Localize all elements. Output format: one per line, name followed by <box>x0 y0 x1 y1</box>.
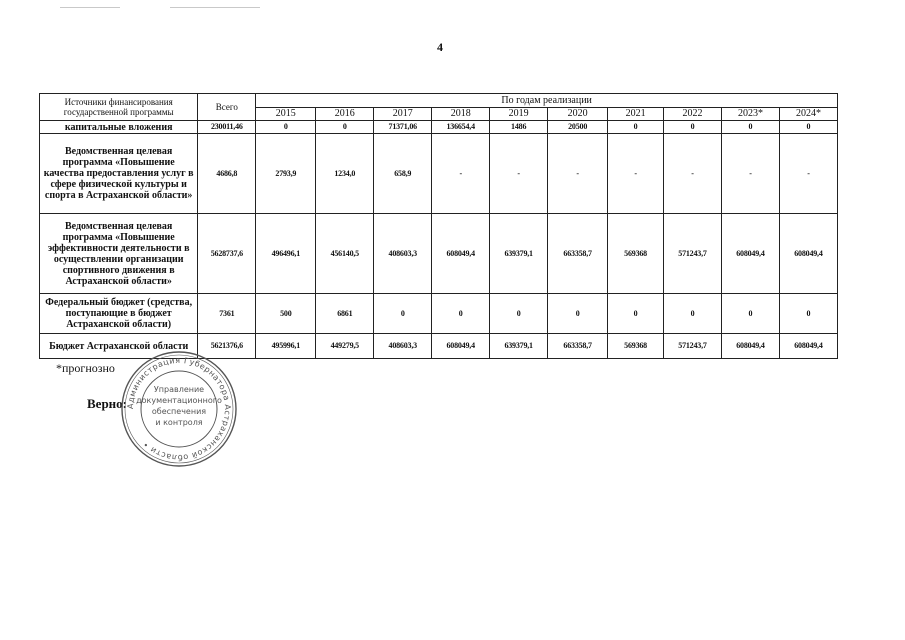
header-year: 2020 <box>548 108 608 121</box>
row-total: 4686,8 <box>198 134 256 214</box>
header-year: 2021 <box>608 108 664 121</box>
row-value: - <box>608 134 664 214</box>
row-value: 608049,4 <box>432 214 490 294</box>
row-source: капитальные вложения <box>40 121 198 134</box>
header-year: 2016 <box>316 108 374 121</box>
row-value: 608049,4 <box>432 334 490 359</box>
row-value: 0 <box>490 294 548 334</box>
row-total: 7361 <box>198 294 256 334</box>
row-value: 639379,1 <box>490 334 548 359</box>
row-value: 569368 <box>608 214 664 294</box>
svg-text:обеспечения: обеспечения <box>151 407 207 416</box>
row-total: 5621376,6 <box>198 334 256 359</box>
seal-center-text <box>136 385 222 427</box>
header-source: Источники финансирования государственной программы <box>40 94 198 121</box>
row-value: 0 <box>548 294 608 334</box>
row-value: - <box>664 134 722 214</box>
footnote: *прогнозно <box>56 361 115 375</box>
row-value: 0 <box>779 121 837 134</box>
row-value: 571243,7 <box>664 334 722 359</box>
row-value: 571243,7 <box>664 214 722 294</box>
row-value: 0 <box>721 294 779 334</box>
row-source: Федеральный бюджет (средства, поступающие в бюджет Астраханской области) <box>40 294 198 334</box>
financing-table <box>39 93 838 359</box>
row-value: 608049,4 <box>779 334 837 359</box>
scan-artifact-line <box>170 7 260 8</box>
header-year: 2017 <box>374 108 432 121</box>
row-value: - <box>779 134 837 214</box>
svg-text:и контроля: и контроля <box>155 418 203 427</box>
row-value: - <box>548 134 608 214</box>
row-value: 408603,3 <box>374 214 432 294</box>
row-value: 0 <box>316 121 374 134</box>
row-value: 6861 <box>316 294 374 334</box>
row-value: 608049,4 <box>721 334 779 359</box>
row-value: 0 <box>432 294 490 334</box>
table-row <box>40 214 838 294</box>
header-year: 2023* <box>721 108 779 121</box>
row-value: 608049,4 <box>779 214 837 294</box>
row-value: 639379,1 <box>490 214 548 294</box>
table-row <box>40 121 838 134</box>
table-row <box>40 134 838 214</box>
row-value: 0 <box>256 121 316 134</box>
row-value: 0 <box>374 294 432 334</box>
header-year: 2018 <box>432 108 490 121</box>
row-value: - <box>490 134 548 214</box>
row-value: 136654,4 <box>432 121 490 134</box>
header-year: 2024* <box>779 108 837 121</box>
svg-text:Управление: Управление <box>153 385 205 394</box>
header-total: Всего <box>198 94 256 121</box>
page-number: 4 <box>437 40 443 54</box>
row-value: 1486 <box>490 121 548 134</box>
row-value: - <box>432 134 490 214</box>
row-value: 0 <box>664 294 722 334</box>
row-value: 0 <box>608 121 664 134</box>
row-value: 496496,1 <box>256 214 316 294</box>
header-by-years: По годам реализации <box>256 94 838 108</box>
row-value: 663358,7 <box>548 214 608 294</box>
row-value: 658,9 <box>374 134 432 214</box>
row-total: 5628737,6 <box>198 214 256 294</box>
row-value: 0 <box>721 121 779 134</box>
row-value: 449279,5 <box>316 334 374 359</box>
scan-artifact-line <box>60 7 120 8</box>
row-value: 663358,7 <box>548 334 608 359</box>
row-value: 408603,3 <box>374 334 432 359</box>
row-value: 500 <box>256 294 316 334</box>
row-value: 0 <box>779 294 837 334</box>
header-year: 2022 <box>664 108 722 121</box>
verno-label: Верно: <box>87 396 127 411</box>
row-value: 2793,9 <box>256 134 316 214</box>
row-value: - <box>721 134 779 214</box>
row-value: 1234,0 <box>316 134 374 214</box>
header-year: 2015 <box>256 108 316 121</box>
row-total: 230011,46 <box>198 121 256 134</box>
row-value: 608049,4 <box>721 214 779 294</box>
header-year: 2019 <box>490 108 548 121</box>
official-seal-stamp <box>118 350 240 468</box>
row-value: 0 <box>608 294 664 334</box>
row-source: Ведомственная целевая программа «Повышение качества предоставления услуг в сфере физической культуры и спорта в Астраханской области» <box>40 134 198 214</box>
table-row <box>40 294 838 334</box>
row-value: 456140,5 <box>316 214 374 294</box>
row-value: 20500 <box>548 121 608 134</box>
row-value: 569368 <box>608 334 664 359</box>
row-source: Бюджет Астраханской области <box>40 334 198 359</box>
row-value: 71371,06 <box>374 121 432 134</box>
svg-text:документационного: документационного <box>136 396 222 405</box>
row-value: 0 <box>664 121 722 134</box>
seal-ring-text: Администрация Губернатора Астраханской области • <box>125 355 233 463</box>
row-source: Ведомственная целевая программа «Повышение эффективности деятельности в осуществлении организации спортивного движения в Астраханской области» <box>40 214 198 294</box>
row-value: 495996,1 <box>256 334 316 359</box>
